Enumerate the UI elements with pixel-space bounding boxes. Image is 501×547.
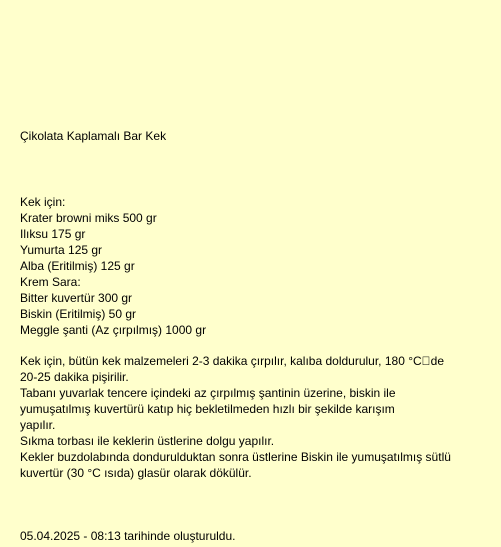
instruction-step: Tabanı yuvarlak tencere içindeki az çırpılmış şantinin üzerine, biskin ile yumuşatılmış kuvertürü katıp hiç bekletilmeden hızlı bir şekilde karışım yapılır. [20, 386, 396, 432]
created-timestamp: 05.04.2025 - 08:13 tarihinde oluşturuldu. [20, 529, 236, 543]
ingredient-line: Krem Sara: [20, 275, 81, 289]
instruction-step: Kek için, bütün kek malzemeleri 2-3 dakika çırpılır, kalıba doldurulur, 180 °C de 20-25 dakika pişirilir. [20, 354, 445, 384]
ingredient-line: Krater browni miks 500 gr [20, 211, 157, 225]
instructions-section [20, 353, 480, 481]
ingredient-line: Meggle şanti (Az çırpılmış) 1000 gr [20, 323, 207, 337]
recipe-title: Çikolata Kaplamalı Bar Kek [20, 129, 167, 143]
ingredient-line: Ilıksu 175 gr [20, 227, 86, 241]
ingredient-line: Bitter kuvertür 300 gr [20, 291, 133, 305]
ingredient-line: Kek için: [20, 195, 66, 209]
instruction-step: Kekler buzdolabında dondurulduktan sonra üstlerine Biskin ile yumuşatılmış sütlü kuvertür (30 °C ısıda) glasür olarak dökülür. [20, 450, 451, 480]
ingredients-list [20, 194, 206, 338]
instruction-step: Sıkma torbası ile keklerin üstlerine dolgu yapılır. [20, 434, 275, 448]
ingredient-line: Yumurta 125 gr [20, 243, 103, 257]
ingredient-line: Alba (Eritilmiş) 125 gr [20, 259, 135, 273]
ingredient-line: Biskin (Eritilmiş) 50 gr [20, 307, 137, 321]
